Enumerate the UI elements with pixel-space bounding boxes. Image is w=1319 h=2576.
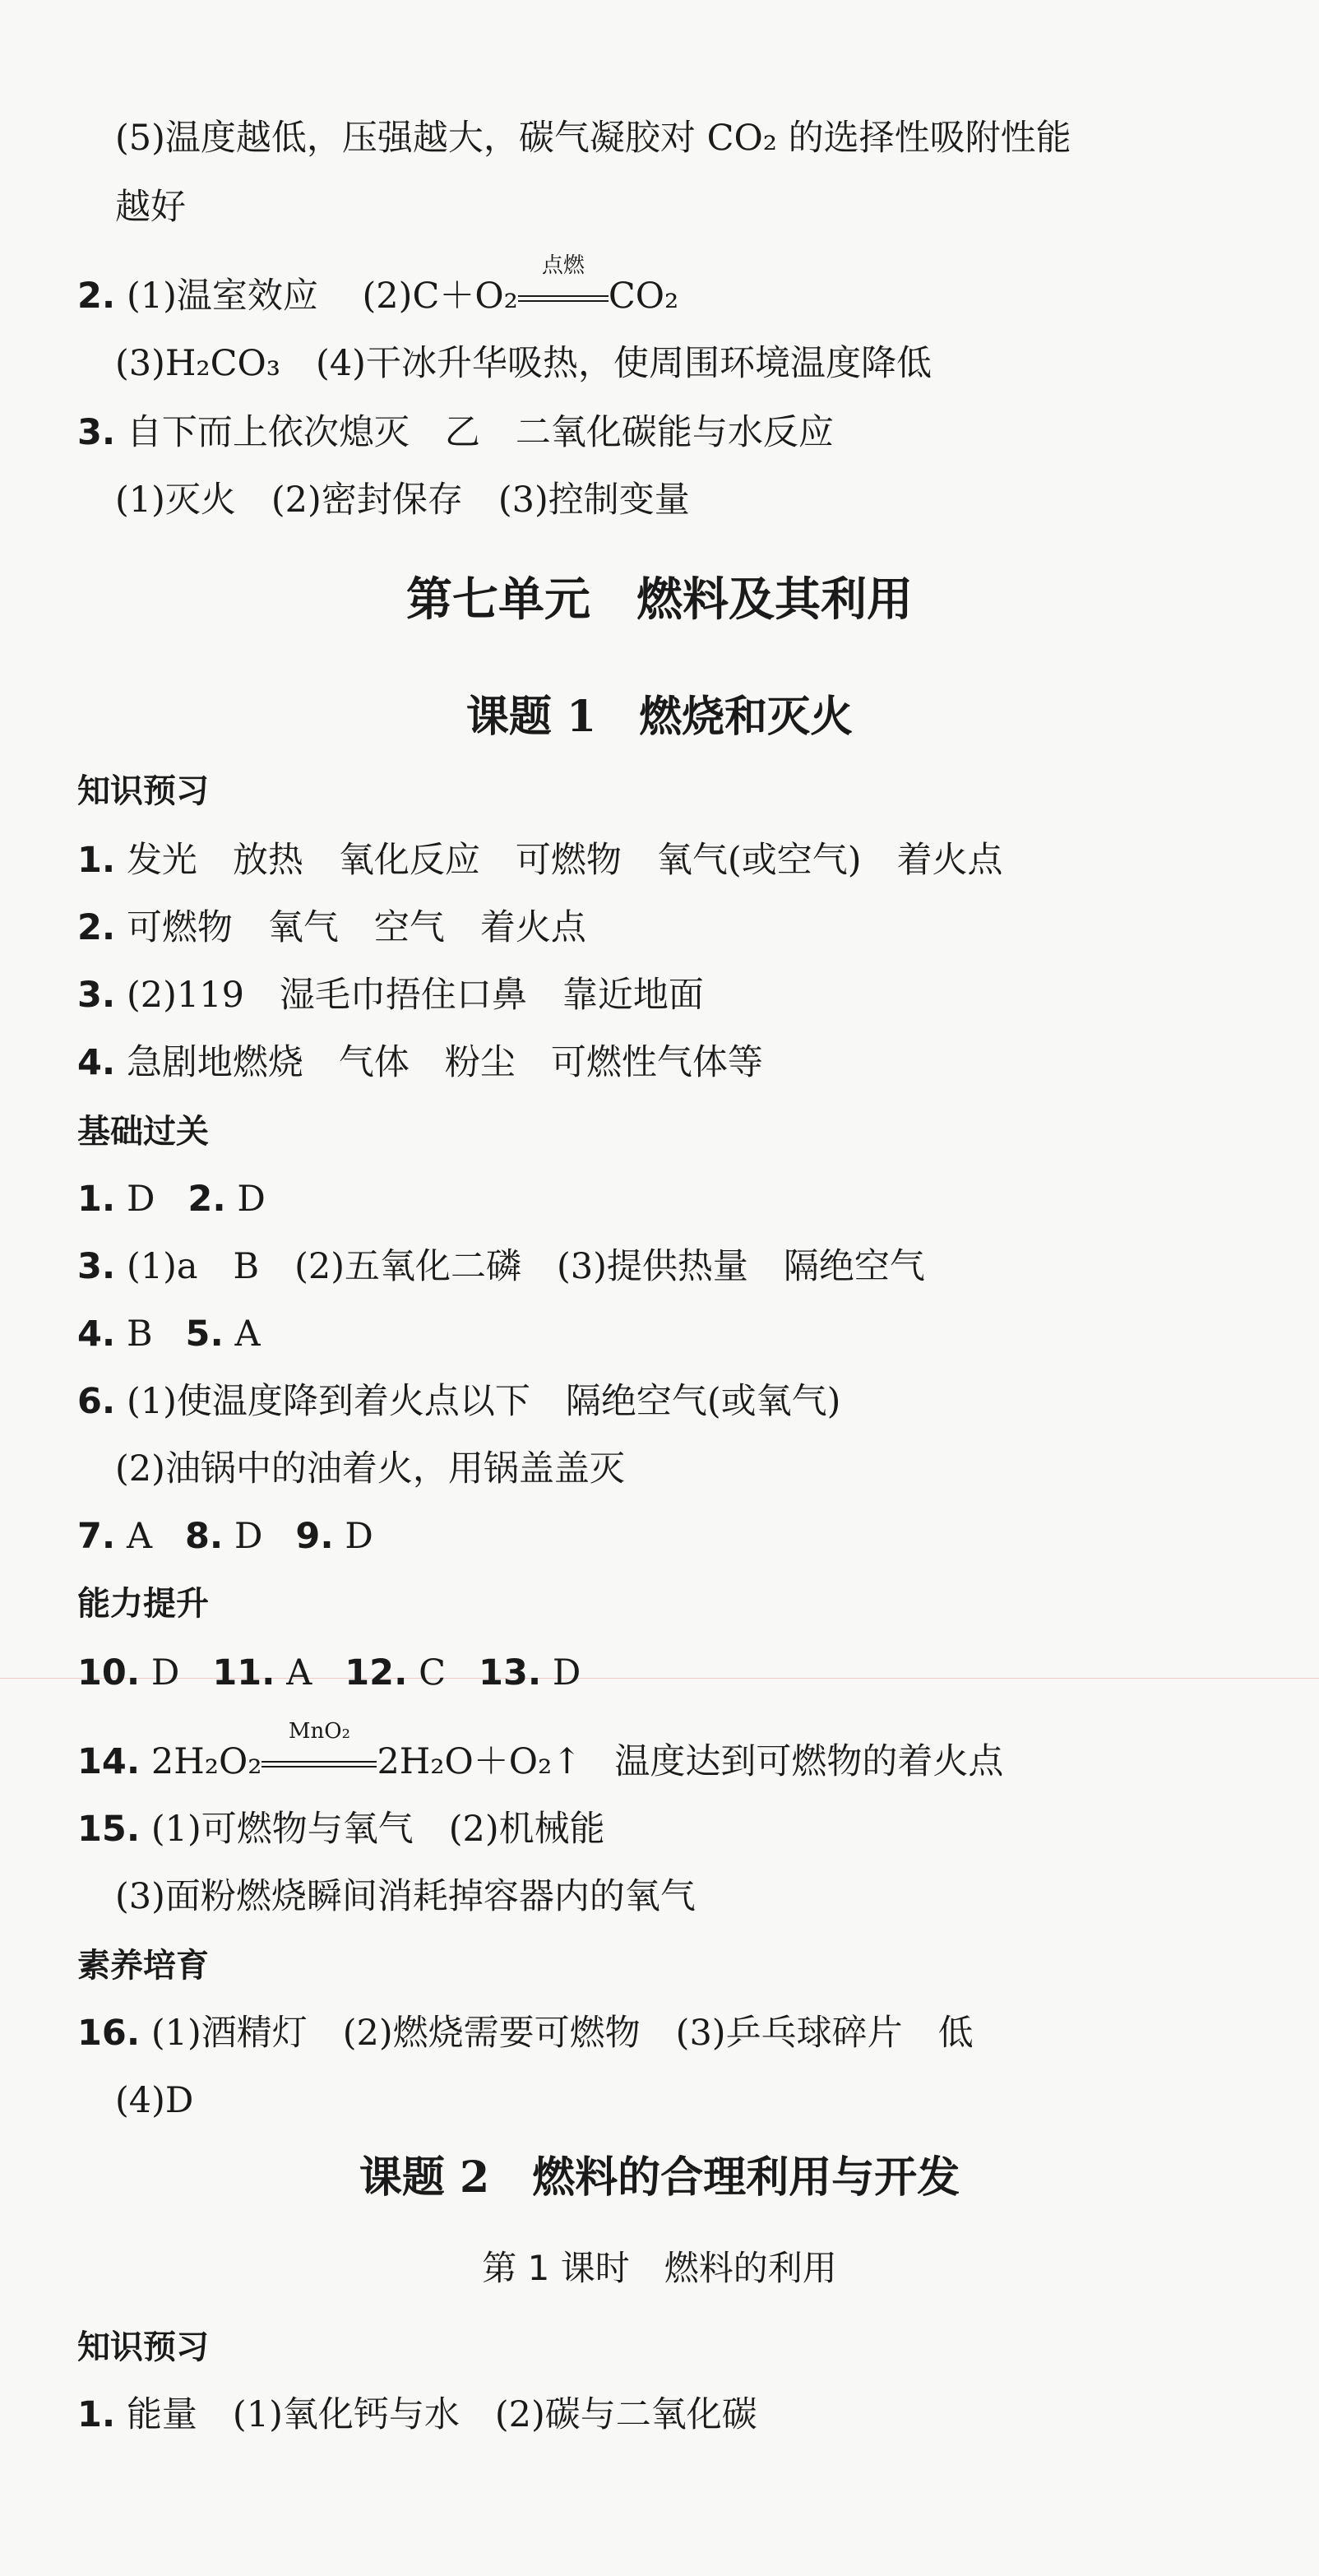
- answer-line: 6. (1)使温度降到着火点以下 隔绝空气(或氧气): [77, 1381, 841, 1422]
- reaction-condition: 点燃: [541, 253, 585, 278]
- section-heading: 能力提升: [77, 1585, 209, 1623]
- answer-text: CO₂: [608, 276, 679, 317]
- answer-line: 1. 发光 放热 氧化反应 可燃物 氧气(或空气) 着火点: [77, 840, 1003, 881]
- prev-q2-line2: (3)H₂CO₃ (4)干冰升华吸热，使周围环境温度降低: [115, 343, 932, 384]
- answer-line: 10. D 11. A 12. C 13. D: [77, 1652, 581, 1693]
- answer-line: 3. (1)a B (2)五氧化二磷 (3)提供热量 隔绝空气: [77, 1246, 925, 1287]
- answer-line: (3)面粉燃烧瞬间消耗掉容器内的氧气: [115, 1876, 696, 1917]
- answer-line: 16. (1)酒精灯 (2)燃烧需要可燃物 (3)乒乓球碎片 低: [77, 2013, 974, 2054]
- answer-line: (4)D: [115, 2080, 194, 2121]
- lesson-title: 课题 1 燃烧和灭火: [465, 692, 854, 742]
- answer-line: 2. 可燃物 氧气 空气 着火点: [77, 907, 586, 948]
- answer-text: (2)C＋O₂: [362, 276, 518, 317]
- answer-line: 4. 急剧地燃烧 气体 粉尘 可燃性气体等: [77, 1042, 763, 1083]
- lesson-title: 课题 2 燃料的合理利用与开发: [359, 2152, 960, 2203]
- answer-line: 15. (1)可燃物与氧气 (2)机械能: [77, 1809, 605, 1850]
- section-heading: 知识预习: [77, 2328, 209, 2366]
- section-heading: 知识预习: [77, 772, 209, 810]
- period-title: 第 1 课时 燃料的利用: [482, 2248, 837, 2288]
- prev-q3-line2: (1)灭火 (2)密封保存 (3)控制变量: [115, 480, 690, 521]
- answer-line: 1. 能量 (1)氧化钙与水 (2)碳与二氧化碳: [77, 2394, 757, 2435]
- answer-line: 3. (2)119 湿毛巾捂住口鼻 靠近地面: [77, 975, 704, 1016]
- answer-line: 4. B 5. A: [77, 1313, 261, 1355]
- reaction-arrow: [518, 253, 609, 321]
- prev-answer-5-cont: 越好: [115, 187, 186, 228]
- q-number: 2.: [77, 276, 116, 317]
- answer-text: (1)温室效应: [126, 276, 318, 317]
- answer-line: 7. A 8. D 9. D: [77, 1516, 373, 1557]
- section-heading: 基础过关: [77, 1113, 209, 1151]
- reaction-arrow: [261, 1719, 377, 1786]
- section-heading: 素养培育: [77, 1947, 209, 1985]
- reaction-condition: MnO₂: [288, 1719, 350, 1744]
- prev-q2-line1: [77, 253, 679, 321]
- answer-line: (2)油锅中的油着火，用锅盖盖灭: [115, 1448, 625, 1490]
- answer-line: 1. D 2. D: [77, 1179, 266, 1220]
- prev-q3-line1: [77, 408, 834, 457]
- answer-text: 自下而上依次熄灭 乙 二氧化碳能与水反应: [126, 412, 834, 453]
- q-number: 3.: [77, 412, 116, 453]
- answer-line: 14. 2H₂O₂ MnO₂ 2H₂O＋O₂↑ 温度达到可燃物的着火点: [77, 1737, 1003, 1786]
- unit-title: 第七单元 燃料及其利用: [406, 573, 913, 627]
- prev-answer-5: (5)温度越低，压强越大，碳气凝胶对 CO₂ 的选择性吸附性能: [115, 118, 1071, 159]
